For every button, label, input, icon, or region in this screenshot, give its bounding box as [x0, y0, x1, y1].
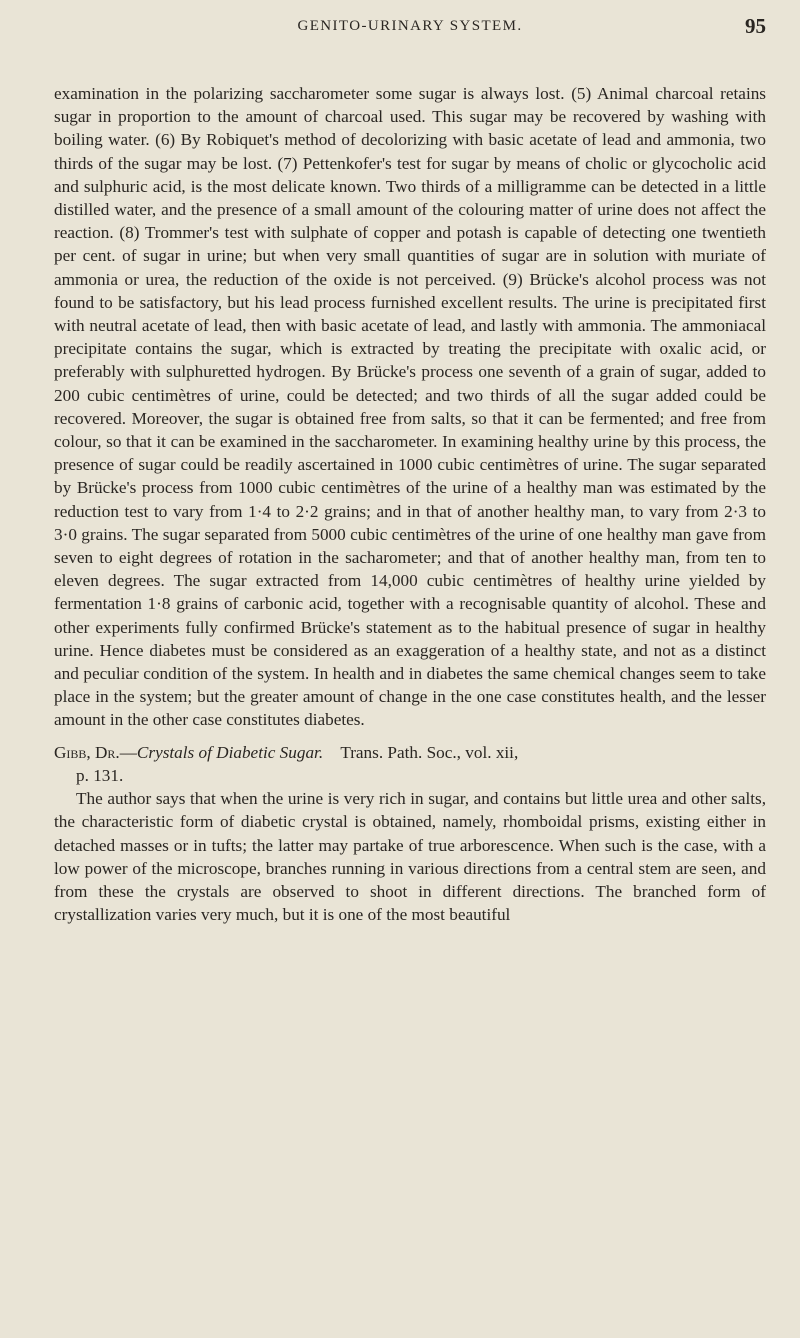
reference-title: Crystals of Diabetic Sugar. — [136, 742, 324, 762]
page-number: 95 — [745, 14, 766, 38]
running-head — [54, 14, 766, 44]
body-text — [54, 82, 766, 926]
paragraph-diabetic-crystals: The author says that when the urine is very rich in sugar, and contains but little urea and other salts, the characteristic form of diabetic crystal is obtained, namely, rhomboidal prisms, existing either in detached masses or in tufts; the latter may partake of true arborescence. When such is the case, with a low power of the microscope, branches running in various directions from a central stem are seen, and from these the crystals are observed to shoot in different directions. The branched form of crystallization varies very much, but it is one of the most beautiful — [54, 789, 766, 925]
reference-entry — [54, 741, 766, 787]
reference-source: Trans. Path. Soc., vol. xii, — [340, 742, 519, 762]
paragraph-sugar-tests: examination in the polarizing saccharometer some sugar is always lost. (5) Animal charcoal retains sugar in proportion to the amount of charcoal used. This sugar may be recovered by washing with boiling water. (6) By Robiquet's method of decolorizing with basic acetate of lead and ammonia, two thirds of the sugar may be lost. (7) Pettenkofer's test for sugar by means of cholic or glycocholic acid and sulphuric acid, is the most delicate known. Two thirds of a milligramme can be detected in a little distilled water, and the presence of a small amount of the colouring matter of urine does not affect the reaction. (8) Trommer's test with sulphate of copper and potash is capable of detecting one twentieth per cent. of sugar in urine; but when very small quantities of sugar are in solution with muriate of ammonia or urea, the reduction of the oxide is not perceived. (9) Brücke's alcohol process was not found to be satisfactory, but his lead process furnished excellent results. The urine is precipitated first with neutral acetate of lead, then with basic acetate of lead, and lastly with ammonia. The ammoniacal precipitate contains the sugar, which is extracted by treating the precipitate with oxalic acid, or preferably with sulphuretted hydrogen. By Brücke's process one seventh of a grain of sugar, added to 200 cubic centimètres of urine, could be detected; and two thirds of all the sugar added could be recovered. Moreover, the sugar is obtained free from salts, so that it can be fermented; and free from colour, so that it can be examined in the saccharometer. In examining healthy urine by this process, the presence of sugar could be readily ascertained in 1000 cubic centimètres of urine. The sugar separated by Brücke's process from 1000 cubic centimètres of the urine of a healthy man was estimated by the reduction test to vary from 1·4 to 2·2 grains; and in that of another healthy man, to vary from 2·3 to 3·0 grains. The sugar separated from 5000 cubic centimètres of the urine of one healthy man gave from seven to eight degrees of rotation in the sacharometer; and that of another healthy man, from ten to eleven degrees. The sugar extracted from 14,000 cubic centimètres of healthy urine yielded by fermentation 1·8 grains of carbonic acid, together with a recognisable quantity of alcohol. These and other experiments fully confirmed Brücke's statement as to the habitual presence of sugar in healthy urine. Hence diabetes must be considered as an exaggeration of a healthy state, and not as a distinct and peculiar condition of the system. In health and in diabetes the same chemical changes seem to take place in the system; but the greater amount of change in the one case constitutes health, and the lesser amount in the other case constitutes diabetes. — [54, 84, 766, 730]
reference-separator: — — [119, 742, 137, 762]
reference-page: p. 131. — [76, 765, 124, 785]
reference-author: Gibb, Dr. — [54, 742, 120, 762]
running-title: GENITO-URINARY SYSTEM. — [297, 18, 523, 34]
